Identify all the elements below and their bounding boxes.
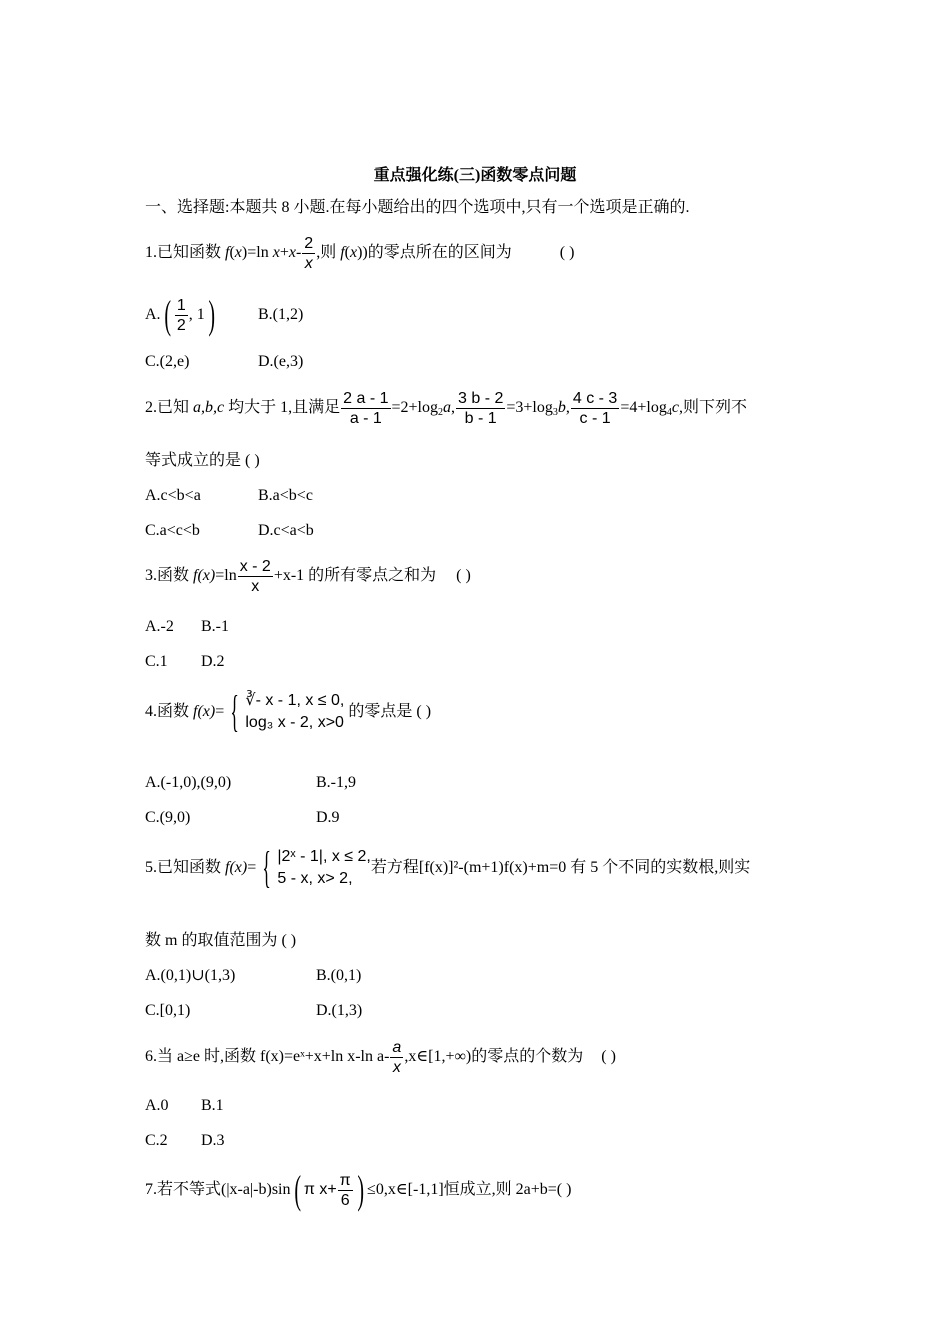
q2-option-a[interactable]: A.c<b<a: [145, 487, 201, 504]
q6-option-b[interactable]: B.1: [201, 1097, 224, 1114]
q5-option-a[interactable]: A.(0,1)∪(1,3): [145, 967, 236, 984]
q4-option-a[interactable]: A.(-1,0),(9,0): [145, 774, 232, 791]
q3-option-c[interactable]: C.1: [145, 653, 168, 670]
q4-option-d[interactable]: D.9: [316, 809, 340, 826]
q3-option-a[interactable]: A.-2: [145, 618, 174, 635]
question-6: 6.当 a≥e 时,函数 f(x)=eˣ+x+ln x-ln a- $\frac{a}{x}$ ,x∈[1,+∞)的零点的个数为 ( ): [145, 1038, 616, 1076]
page-title: 重点强化练(三)函数零点问题: [373, 167, 577, 184]
q3-option-b[interactable]: B.-1: [201, 618, 229, 635]
question-3: 3.函数 f(x)=ln $\frac{x - 2}{x}$ +x-1 的所有零点之和为 ( ): [145, 557, 471, 595]
q5-option-b[interactable]: B.(0,1): [316, 967, 362, 984]
q1-option-a[interactable]: A.( $\frac{1}{2}$ , 1): [145, 292, 215, 338]
question-1: 1.已知函数 f(x)=ln x+x- $\frac{2}{x}$ ,则 f(x))的零点所在的区间为 ( ): [145, 234, 575, 272]
fraction: $\frac{2}{x}$: [304, 234, 314, 272]
q5-option-d[interactable]: D.(1,3): [316, 1002, 363, 1019]
q6-option-c[interactable]: C.2: [145, 1132, 168, 1149]
q4-option-b[interactable]: B.-1,9: [316, 774, 356, 791]
question-5-cont: 数 m 的取值范围为 ( ): [145, 932, 297, 949]
q2-option-d[interactable]: D.c<a<b: [258, 522, 314, 539]
q6-option-d[interactable]: D.3: [201, 1132, 225, 1149]
q4-option-c[interactable]: C.(9,0): [145, 809, 191, 826]
q1-option-d[interactable]: D.(e,3): [258, 353, 304, 370]
question-2-cont: 等式成立的是 ( ): [145, 452, 260, 469]
section-heading: 一、选择题:本题共 8 小题.在每小题给出的四个选项中,只有一个选项是正确的.: [145, 199, 690, 216]
q6-option-a[interactable]: A.0: [145, 1097, 169, 1114]
q1-option-b[interactable]: B.(1,2): [258, 306, 304, 323]
q5-option-c[interactable]: C.[0,1): [145, 1002, 191, 1019]
question-2: 2.已知 a,b,c 均大于 1,且满足 $\frac{2 a - 1}{a - 1}$ $=2+\log_2a$, $\frac{3 b - 2}{b - 1}$ $=3+\log_3b$, $\frac{4 c - 3}{c - 1}$ $=4+\log_4c$,则下列不: [145, 389, 747, 427]
q2-option-c[interactable]: C.a<c<b: [145, 522, 200, 539]
q1-option-c[interactable]: C.(2,e): [145, 353, 190, 370]
question-4: 4.函数 f(x)= { ∛- x - 1, x ≤ 0, log₃ x - 2, x>0 的零点是 ( ): [145, 687, 432, 737]
q3-option-d[interactable]: D.2: [201, 653, 225, 670]
question-7: 7.若不等式(|x-a|-b)sin( π x+ $\frac{\pi}{6}$ ) ≤0,x∈[-1,1]恒成立,则 2a+b=( ): [145, 1167, 572, 1213]
question-5: 5.已知函数 f(x)= { |2ˣ - 1|, x ≤ 2, 5 - x, x> 2, 若方程[f(x)]²-(m+1)f(x)+m=0 有 5 个不同的实数根,则实: [145, 843, 751, 893]
q2-option-b[interactable]: B.a<b<c: [258, 487, 313, 504]
